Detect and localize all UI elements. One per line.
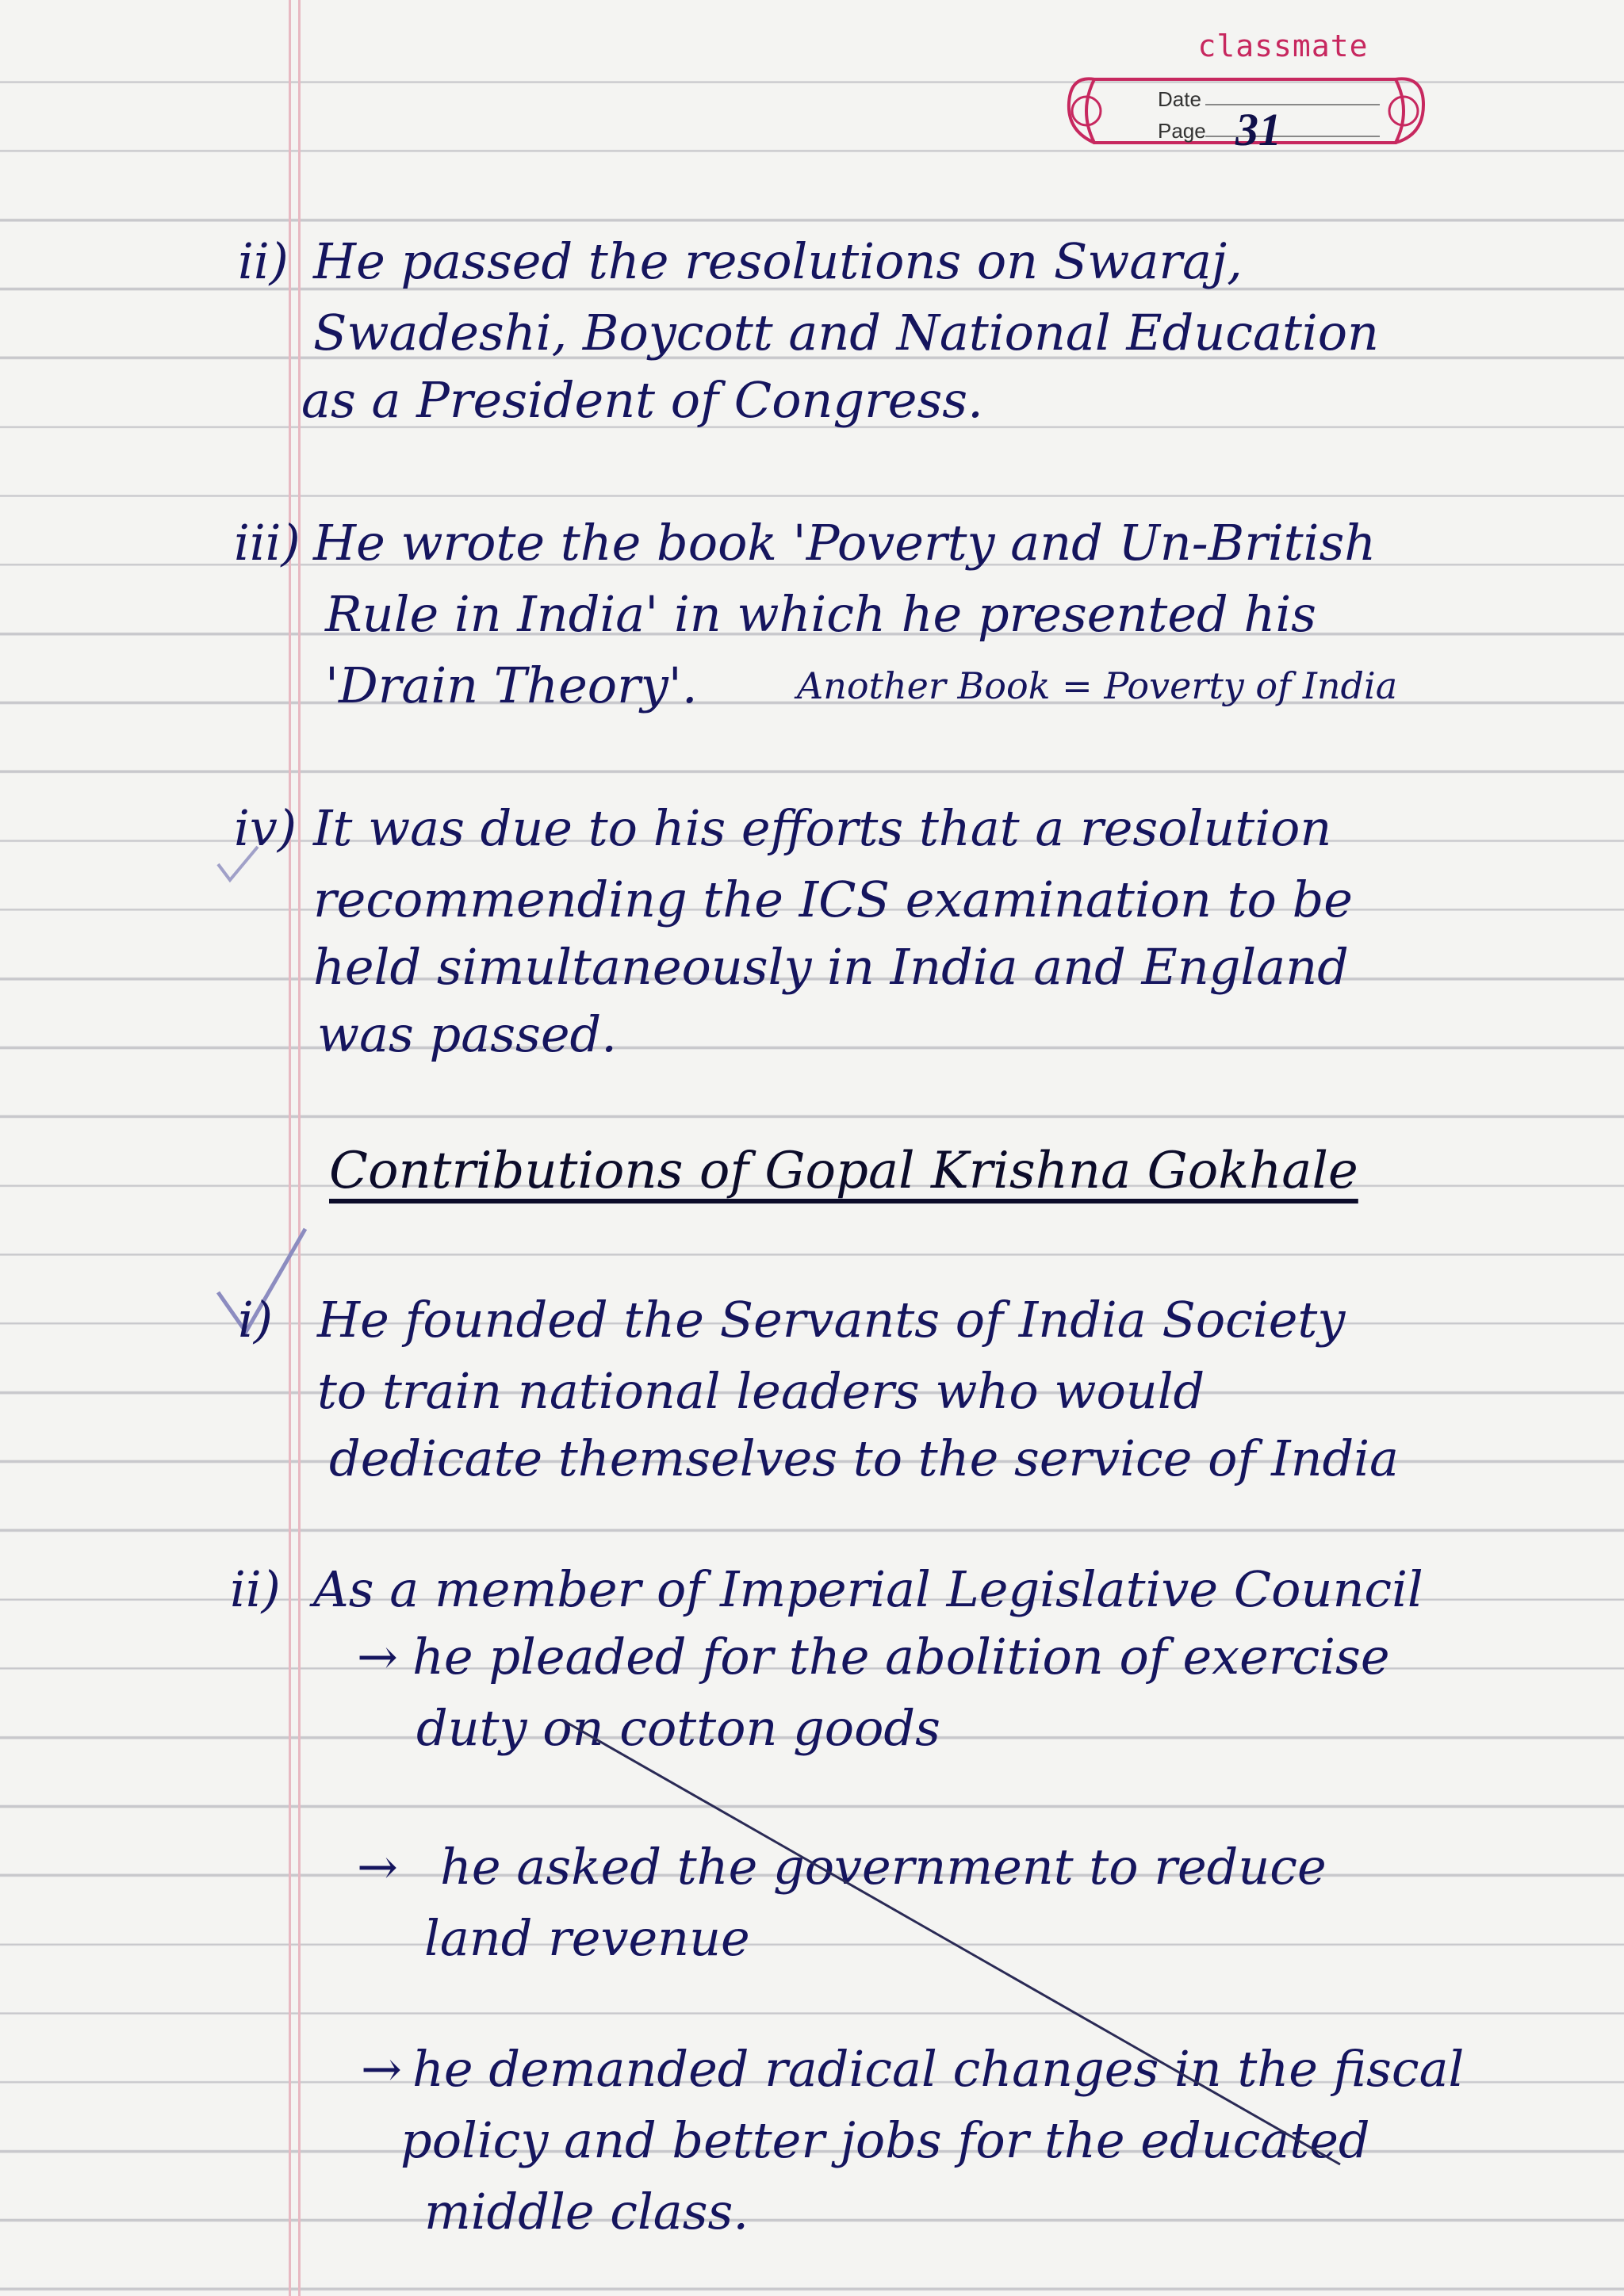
note-line: He founded the Servants of India Society (317, 1291, 1346, 1349)
note-line: He passed the resolutions on Swaraj, (313, 232, 1243, 290)
strike-line (555, 1712, 1348, 2172)
note-line: he pleaded for the abolition of exercise (412, 1628, 1390, 1686)
note-line: duty on cotton goods (416, 1699, 940, 1757)
section-heading: Contributions of Gopal Krishna Gokhale (329, 1142, 1358, 1200)
note-line: he demanded radical changes in the fiscal (412, 2040, 1465, 2098)
note-line: as a President of Congress. (301, 371, 983, 429)
note-line: As a member of Imperial Legislative Council (313, 1560, 1423, 1618)
note-line: It was due to his efforts that a resolution (313, 799, 1332, 857)
side-note: Another Book = Poverty of India (797, 664, 1398, 707)
note-line: dedicate themselves to the service of India (329, 1429, 1400, 1487)
note-line: Rule in India' in which he presented his (325, 585, 1316, 643)
margin-line (298, 0, 301, 2296)
date-page-banner (1063, 55, 1427, 166)
date-label: Date (1158, 87, 1201, 111)
arrow-icon: → (357, 1628, 398, 1686)
note-line: Swadeshi, Boycott and National Education (313, 304, 1379, 362)
point-label: i) (238, 1291, 274, 1349)
note-line: he asked the government to reduce (440, 1838, 1327, 1896)
note-line: held simultaneously in India and England (313, 938, 1349, 996)
note-line: land revenue (424, 1909, 750, 1967)
checkmark-icon (214, 840, 262, 888)
note-line: to train national leaders who would (317, 1362, 1205, 1420)
page-label: Page (1158, 119, 1206, 143)
note-line: recommending the ICS examination to be (313, 871, 1353, 928)
note-line: was passed. (317, 1005, 617, 1063)
point-label: ii) (230, 1560, 281, 1618)
note-line: middle class. (424, 2183, 749, 2241)
note-line: 'Drain Theory'. (325, 656, 698, 714)
point-label: iv) (234, 799, 297, 857)
point-label: ii) (238, 232, 289, 290)
note-line: He wrote the book 'Poverty and Un-British (313, 514, 1377, 572)
arrow-icon: → (361, 2040, 402, 2098)
point-label: iii) (234, 514, 301, 572)
brand-logo: classmate (1197, 29, 1369, 63)
arrow-icon: → (357, 1838, 398, 1896)
margin-line (289, 0, 291, 2296)
note-line: policy and better jobs for the educated (400, 2111, 1370, 2169)
page-number: 31 (1235, 104, 1281, 155)
